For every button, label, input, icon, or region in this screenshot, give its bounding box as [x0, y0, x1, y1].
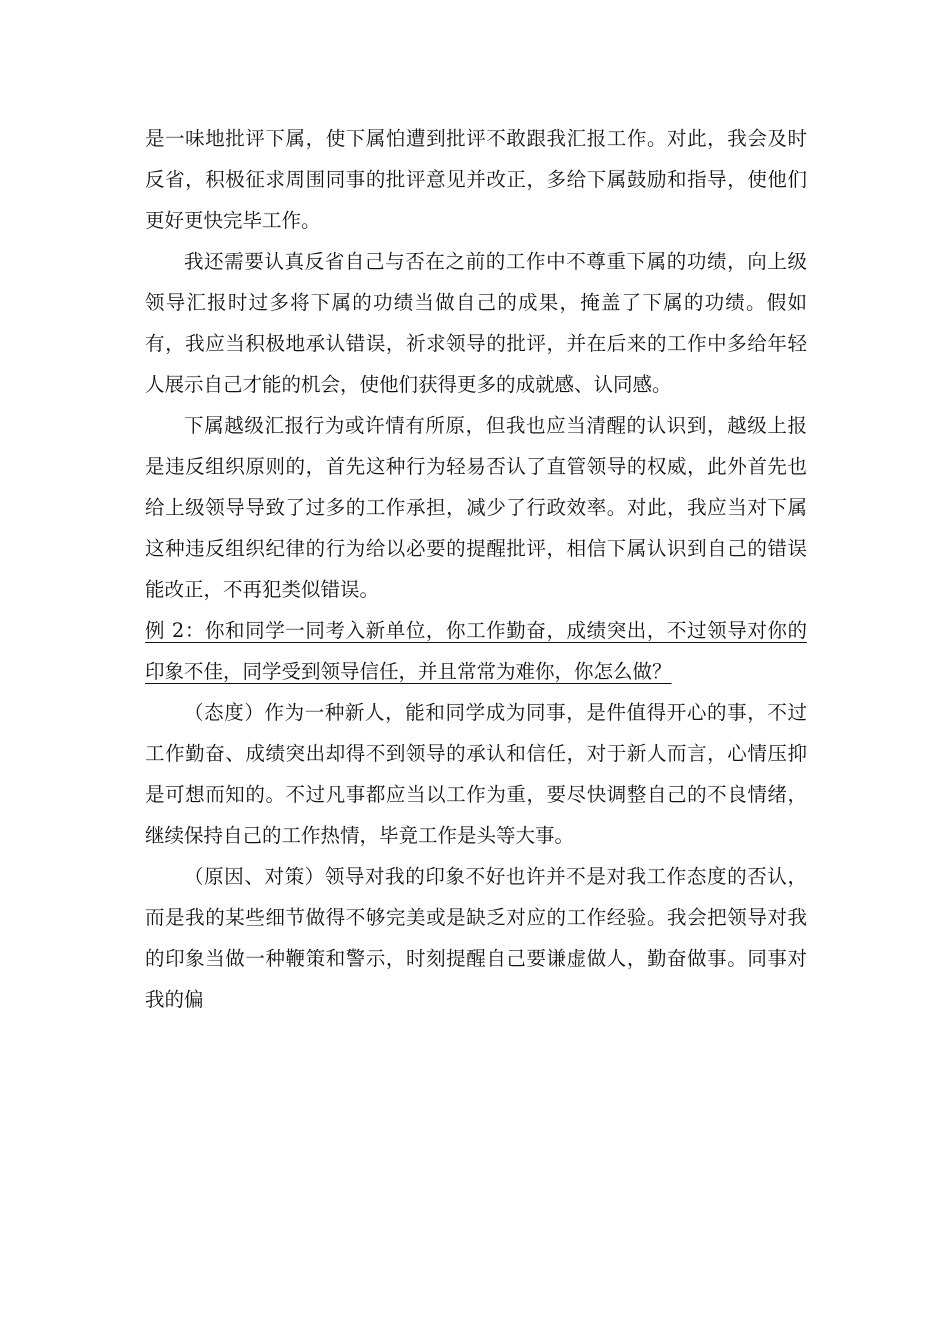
example-question: 例 2：你和同学一同考入新单位，你工作勤奋，成绩突出，不过领导对你的印象不佳，同学受到领导信任，并且常常为难你，你怎么做？ — [145, 619, 807, 683]
paragraph-1: 是一味地批评下属，使下属怕遭到批评不敢跟我汇报工作。对此，我会及时反省，积极征求周围同事的批评意见并改正，多给下属鼓励和指导，使他们更好更快完毕工作。 — [145, 127, 807, 232]
paragraph-attitude: （态度）作为一种新人，能和同学成为同事，是件值得开心的事，不过工作勤奋、成绩突出却得不到领导的承认和信任，对于新人而言，心情压抑是可想而知的。不过凡事都应当以工作为重，要尽快调整自己的不良情绪，继续保持自己的工作热情，毕竟工作是头等大事。 — [145, 701, 807, 847]
paragraph-3: 下属越级汇报行为或许情有所原，但我也应当清醒的认识到，越级上报是违反组织原则的，首先这种行为轻易否认了直管领导的权威，此外首先也给上级领导导致了过多的工作承担，减少了行政效率。对此，我应当对下属这种违反组织纪律的行为给以必要的提醒批评，相信下属认识到自己的错误能改正，不再犯类似错误。 — [145, 414, 807, 601]
paragraph-cause-countermeasure: （原因、对策）领导对我的印象不好也许并不是对我工作态度的否认，而是我的某些细节做得不够完美或是缺乏对应的工作经验。我会把领导对我的印象当做一种鞭策和警示，时刻提醒自己要谦虚做人，勤奋做事。同事对我的偏 — [145, 865, 807, 1011]
document-body — [145, 118, 807, 1020]
paragraph-2: 我还需要认真反省自己与否在之前的工作中不尊重下属的功绩，向上级领导汇报时过多将下属的功绩当做自己的成果，掩盖了下属的功绩。假如有，我应当积极地承认错误，祈求领导的批评，并在后来的工作中多给年轻人展示自己才能的机会，使他们获得更多的成就感、认同感。 — [145, 250, 807, 396]
